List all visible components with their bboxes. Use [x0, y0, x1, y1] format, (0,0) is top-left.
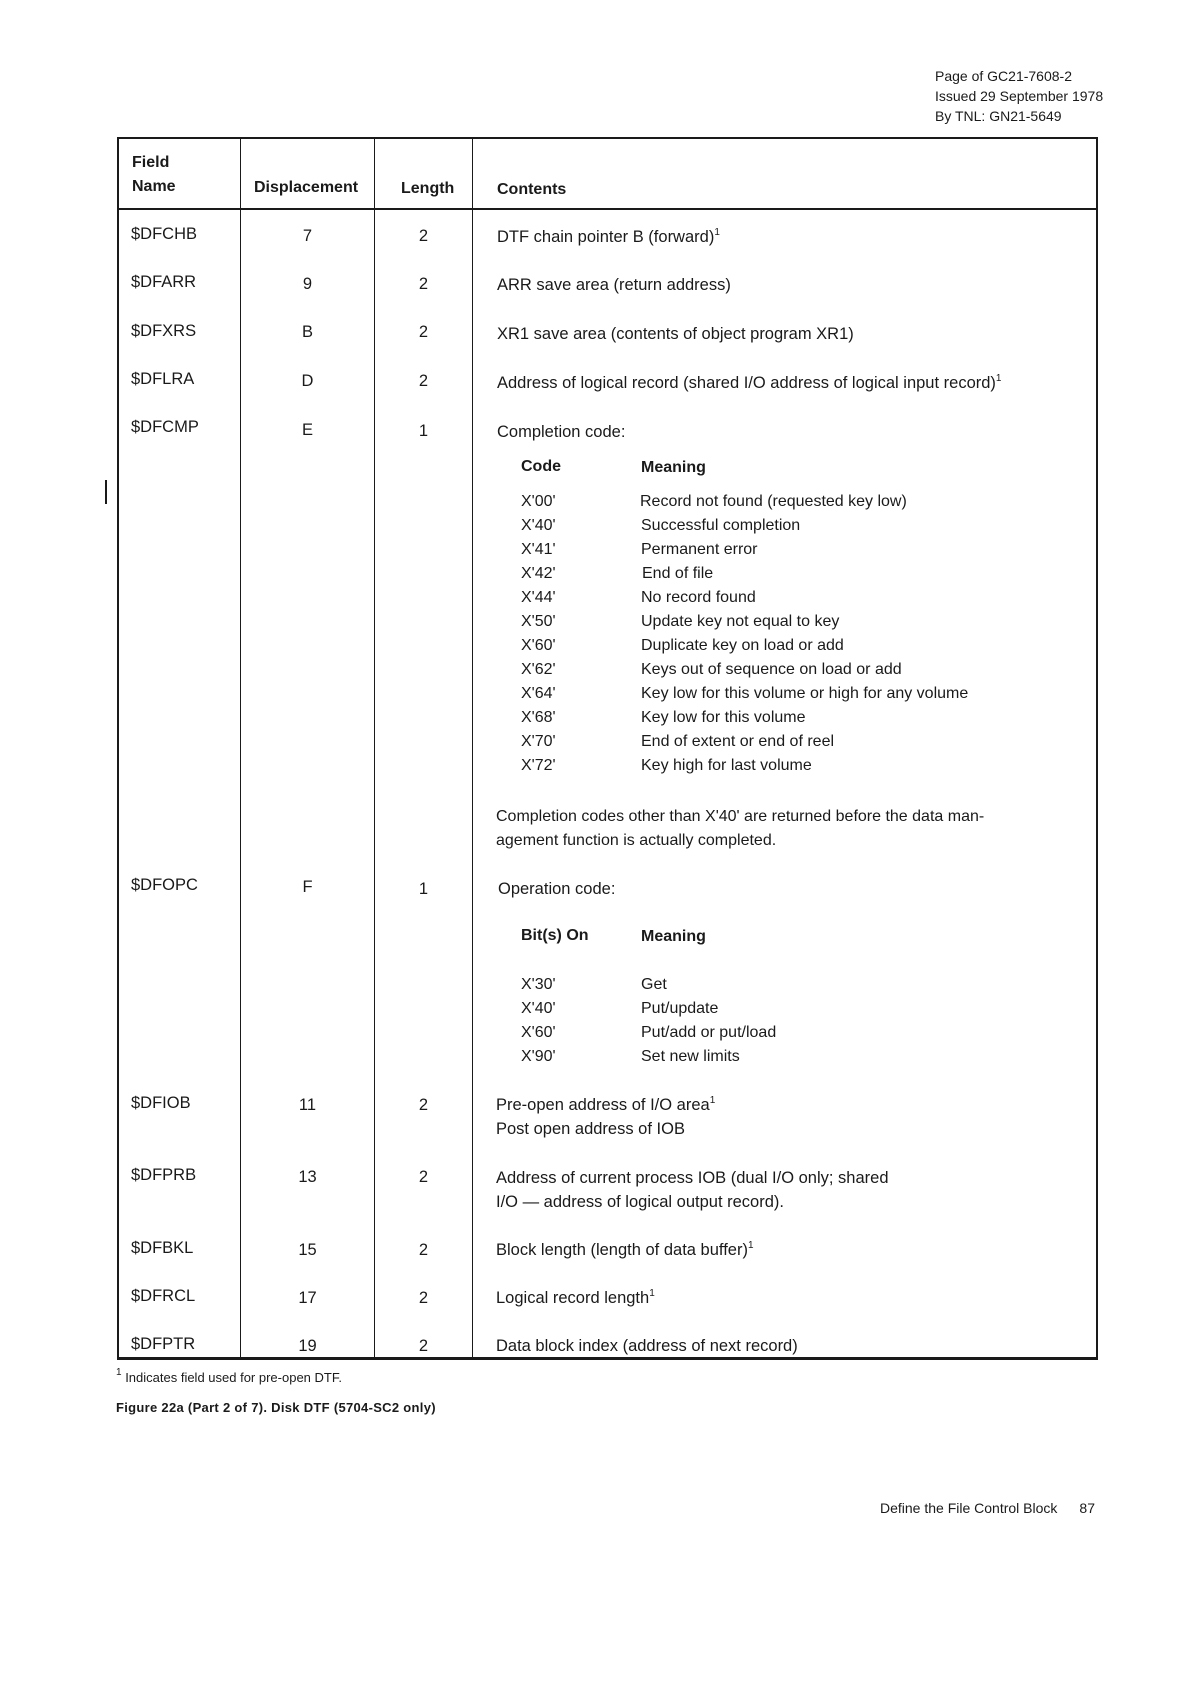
contents-text: DTF chain pointer B (forward) — [497, 228, 715, 246]
figure-caption: Figure 22a (Part 2 of 7). Disk DTF (5704-SC2 only) — [116, 1400, 436, 1415]
meaning-column-header: Meaning — [641, 928, 706, 945]
contents — [497, 225, 720, 249]
footnote-ref: 1 — [747, 1240, 754, 1251]
length: 2 — [418, 227, 429, 245]
contents — [496, 1093, 715, 1117]
header-line-3: By TNL: GN21-5649 — [935, 108, 1062, 124]
contents: Completion code: — [497, 423, 626, 441]
footnote-ref: 1 — [995, 373, 1002, 384]
code-value: X'41' — [521, 541, 556, 558]
field-name: $DFOPC — [131, 876, 198, 894]
code-meaning: Put/update — [641, 1000, 719, 1017]
length: 2 — [418, 323, 429, 341]
code-meaning: Put/add or put/load — [641, 1024, 777, 1041]
displacement: B — [301, 323, 313, 341]
displacement: D — [301, 372, 314, 390]
displacement: 9 — [302, 275, 313, 293]
contents: Operation code: — [498, 880, 616, 898]
page-header — [935, 66, 1103, 126]
code-meaning: Permanent error — [641, 541, 758, 558]
displacement: F — [302, 878, 313, 896]
footnote-ref: 1 — [649, 1288, 655, 1299]
code-meaning: Update key not equal to key — [641, 613, 840, 630]
code-meaning: Key low for this volume or high for any volume — [641, 685, 969, 702]
contents-text: Address of logical record (shared I/O address of logical input record) — [497, 374, 996, 392]
code-meaning: Keys out of sequence on load or add — [641, 661, 902, 678]
displacement: 13 — [298, 1168, 317, 1186]
col-length-header: Length — [401, 180, 455, 197]
displacement: 11 — [298, 1096, 317, 1114]
contents: XR1 save area (contents of object program XR1) — [497, 325, 854, 343]
length: 2 — [418, 1289, 429, 1307]
displacement: 15 — [298, 1241, 317, 1259]
field-name: $DFPRB — [131, 1166, 197, 1184]
col-displacement-header: Displacement — [254, 179, 359, 196]
field-name: $DFARR — [131, 273, 197, 291]
code-value: X'42' — [521, 565, 556, 582]
footer-title: Define the File Control Block — [880, 1500, 1058, 1516]
contents-text: Block length (length of data buffer) — [496, 1241, 748, 1259]
length: 2 — [418, 1337, 429, 1355]
length: 2 — [418, 1096, 429, 1114]
displacement: 7 — [302, 227, 313, 245]
field-name: $DFIOB — [131, 1094, 191, 1112]
footnote-ref: 1 — [714, 227, 720, 238]
header-rule — [117, 208, 1098, 210]
contents — [497, 371, 1001, 395]
completion-note-line-1: Completion codes other than X'40' are returned before the data man- — [496, 808, 985, 825]
col-field-header-line-2: Name — [132, 178, 176, 195]
contents — [496, 1238, 754, 1262]
footnote — [116, 1367, 342, 1385]
page-number: 87 — [1079, 1500, 1095, 1516]
code-meaning: Get — [641, 976, 667, 993]
footnote-ref: 1 — [709, 1095, 716, 1106]
meaning-column-header: Meaning — [641, 459, 706, 476]
field-name: $DFCMP — [131, 418, 199, 436]
code-column-header: Code — [521, 458, 561, 475]
contents: Data block index (address of next record) — [496, 1337, 798, 1355]
field-name: $DFLRA — [131, 370, 195, 388]
code-value: X'00' — [521, 493, 556, 510]
contents-line-2: I/O — address of logical output record). — [496, 1193, 784, 1211]
code-value: X'60' — [521, 637, 556, 654]
displacement: E — [301, 421, 313, 439]
code-value: X'70' — [521, 733, 556, 750]
code-value: X'44' — [521, 589, 556, 606]
revision-bar — [105, 480, 107, 504]
code-value: X'62' — [521, 661, 556, 678]
header-line-2: Issued 29 September 1978 — [935, 88, 1104, 104]
code-meaning: Record not found (requested key low) — [640, 493, 907, 510]
code-value: X'40' — [521, 517, 556, 534]
field-name: $DFRCL — [131, 1287, 196, 1305]
displacement: 19 — [298, 1337, 317, 1355]
footnote-text: Indicates field used for pre-open DTF. — [125, 1370, 342, 1385]
code-value: X'50' — [521, 613, 556, 630]
contents-text: Pre-open address of I/O area — [496, 1096, 710, 1114]
code-meaning: End of extent or end of reel — [641, 733, 835, 750]
code-meaning: Successful completion — [641, 517, 801, 534]
code-meaning: Key low for this volume — [641, 709, 806, 726]
contents: ARR save area (return address) — [497, 276, 731, 294]
length: 2 — [418, 275, 429, 293]
contents-text: Logical record length — [496, 1289, 650, 1307]
contents-line-2: Post open address of IOB — [496, 1120, 685, 1138]
code-value: X'64' — [521, 685, 556, 702]
page-footer — [880, 1500, 1095, 1516]
code-meaning: Key high for last volume — [641, 757, 812, 774]
length: 2 — [418, 1168, 429, 1186]
col-field-header — [132, 151, 176, 199]
length: 2 — [418, 372, 429, 390]
code-value: X'40' — [521, 1000, 556, 1017]
header-line-1: Page of GC21-7608-2 — [935, 68, 1072, 84]
col-field-header-line-1: Field — [132, 154, 170, 171]
code-meaning: No record found — [641, 589, 756, 606]
code-value: X'60' — [521, 1024, 556, 1041]
field-name: $DFPTR — [131, 1335, 196, 1353]
field-name: $DFBKL — [131, 1239, 194, 1257]
bits-column-header: Bit(s) On — [521, 927, 589, 944]
code-value: X'30' — [521, 976, 556, 993]
col-contents-header: Contents — [497, 181, 567, 198]
code-meaning: Set new limits — [641, 1048, 740, 1065]
displacement: 17 — [298, 1289, 317, 1307]
code-value: X'68' — [521, 709, 556, 726]
column-divider-3 — [472, 137, 473, 1360]
code-value: X'72' — [521, 757, 556, 774]
footnote-marker: 1 — [116, 1367, 122, 1378]
code-value: X'90' — [521, 1048, 556, 1065]
contents — [496, 1286, 655, 1310]
completion-note-line-2: agement function is actually completed. — [496, 832, 777, 849]
field-name: $DFXRS — [131, 322, 197, 340]
length: 1 — [418, 422, 429, 440]
code-meaning: Duplicate key on load or add — [641, 637, 844, 654]
length: 1 — [418, 880, 429, 898]
contents: Address of current process IOB (dual I/O only; shared — [496, 1169, 889, 1187]
length: 2 — [418, 1241, 429, 1259]
code-meaning: End of file — [642, 565, 714, 582]
field-name: $DFCHB — [131, 225, 198, 243]
